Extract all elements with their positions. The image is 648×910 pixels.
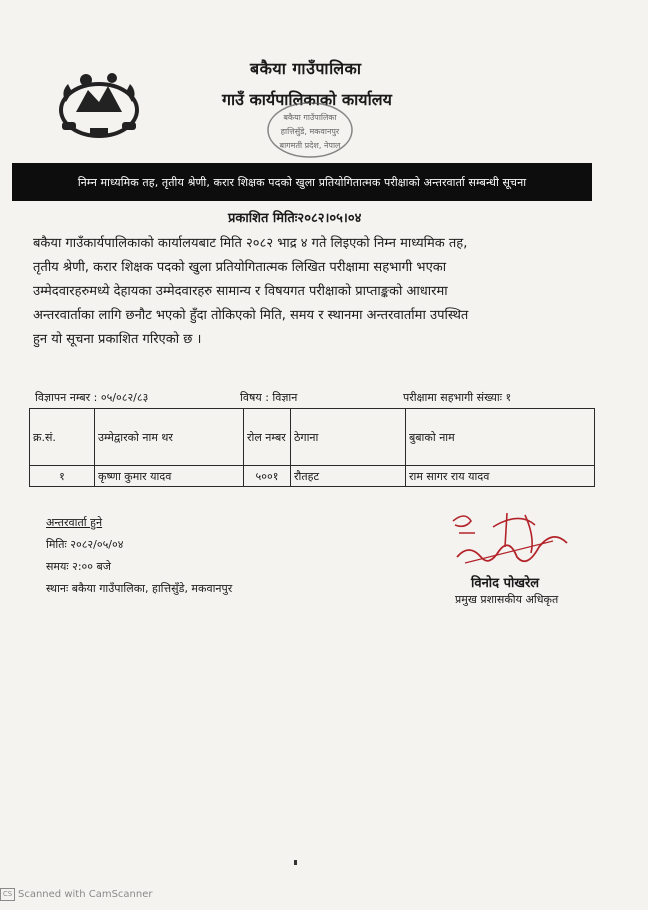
cell-name: कृष्णा कुमार यादव [95,466,244,487]
table-row [30,466,595,487]
column-header-name: उम्मेद्वारको नाम थर [95,409,244,466]
office-stamp-icon [265,100,355,160]
column-header-roll: रोल नम्बर [244,409,291,466]
office-subtitle: गाउँ कार्यपालिकाको कार्यालय [222,90,392,109]
interview-heading: अन्तरवार्ता हुने [46,516,103,529]
notice-banner-text: निम्न माध्यमिक तह, तृतीय श्रेणी, करार शिक्षक पदको खुला प्रतियोगितात्मक परीक्षाको अन्तरवार्ता सम्बन्धी सूचना [77,175,527,189]
signature-icon [435,507,575,577]
cell-address: रौतहट [291,466,406,487]
cell-father: राम सागर राय यादव [406,466,595,487]
body-line: बकैया गाउँकार्यपालिकाको कार्यालयबाट मिति २०८२ भाद्र ४ गते लिइएको निम्न माध्यमिक तह, [33,236,468,251]
notice-body [33,232,588,352]
column-header-address: ठेगाना [291,409,406,466]
government-emblem-icon [56,62,142,142]
body-line: अन्तरवार्ताका लागि छनौट भएको हुँदा तोकिएको मिति, समय र स्थानमा अन्तरवार्तामा उपस्थित [33,308,469,323]
svg-text:हात्तिसुँडे, मकवानपुर: हात्तिसुँडे, मकवानपुर [280,127,340,136]
notice-banner [12,163,592,201]
candidate-table [29,408,595,487]
subject: विषय : विज्ञान [240,391,298,404]
office-name: बकैया गाउँपालिका [250,59,362,78]
svg-text:बकैया गाउँपालिका: बकैया गाउँपालिका [283,113,337,122]
participant-count: परीक्षामा सहभागी संख्याः १ [403,391,512,404]
interview-date: मितिः २०८२/०५/०४ [46,538,124,551]
column-header-father: बुबाको नाम [406,409,595,466]
svg-text:बागमती प्रदेश, नेपाल: बागमती प्रदेश, नेपाल [279,141,341,150]
signer-name: विनोद पोखरेल [471,576,540,591]
cell-roll: ५००१ [244,466,291,487]
interview-place: स्थानः बकैया गाउँपालिका, हात्तिसुँडे, मकवानपुर [46,582,233,595]
scan-mark [294,860,297,865]
published-date: प्रकाशित मितिः२०८२।०५।०४ [228,211,362,226]
body-line: तृतीय श्रेणी, करार शिक्षक पदको खुला प्रतियोगितात्मक लिखित परीक्षामा सहभागी भएका [33,260,447,275]
advert-number: विज्ञापन नम्बर : ०५/०८२/८३ [35,391,149,404]
interview-details [46,512,232,600]
body-line: उम्मेदवारहरुमध्ये देहायका उम्मेदवारहरु सामान्य र विषयगत परीक्षाको प्राप्ताङ्कको आधारमा [33,284,448,299]
signer-title: प्रमुख प्रशासकीय अधिकृत [455,593,559,606]
scanner-footer-text: Scanned with CamScanner [18,889,153,900]
interview-time: समयः २:०० बजे [46,560,111,573]
column-header-serial: क्र.सं. [30,409,95,466]
camscanner-logo-icon: CS [0,888,15,901]
body-line: हुन यो सूचना प्रकाशित गरिएको छ । [33,332,202,347]
table-header-row [30,409,595,466]
cell-serial: १ [30,466,95,487]
scanner-footer [0,888,153,901]
